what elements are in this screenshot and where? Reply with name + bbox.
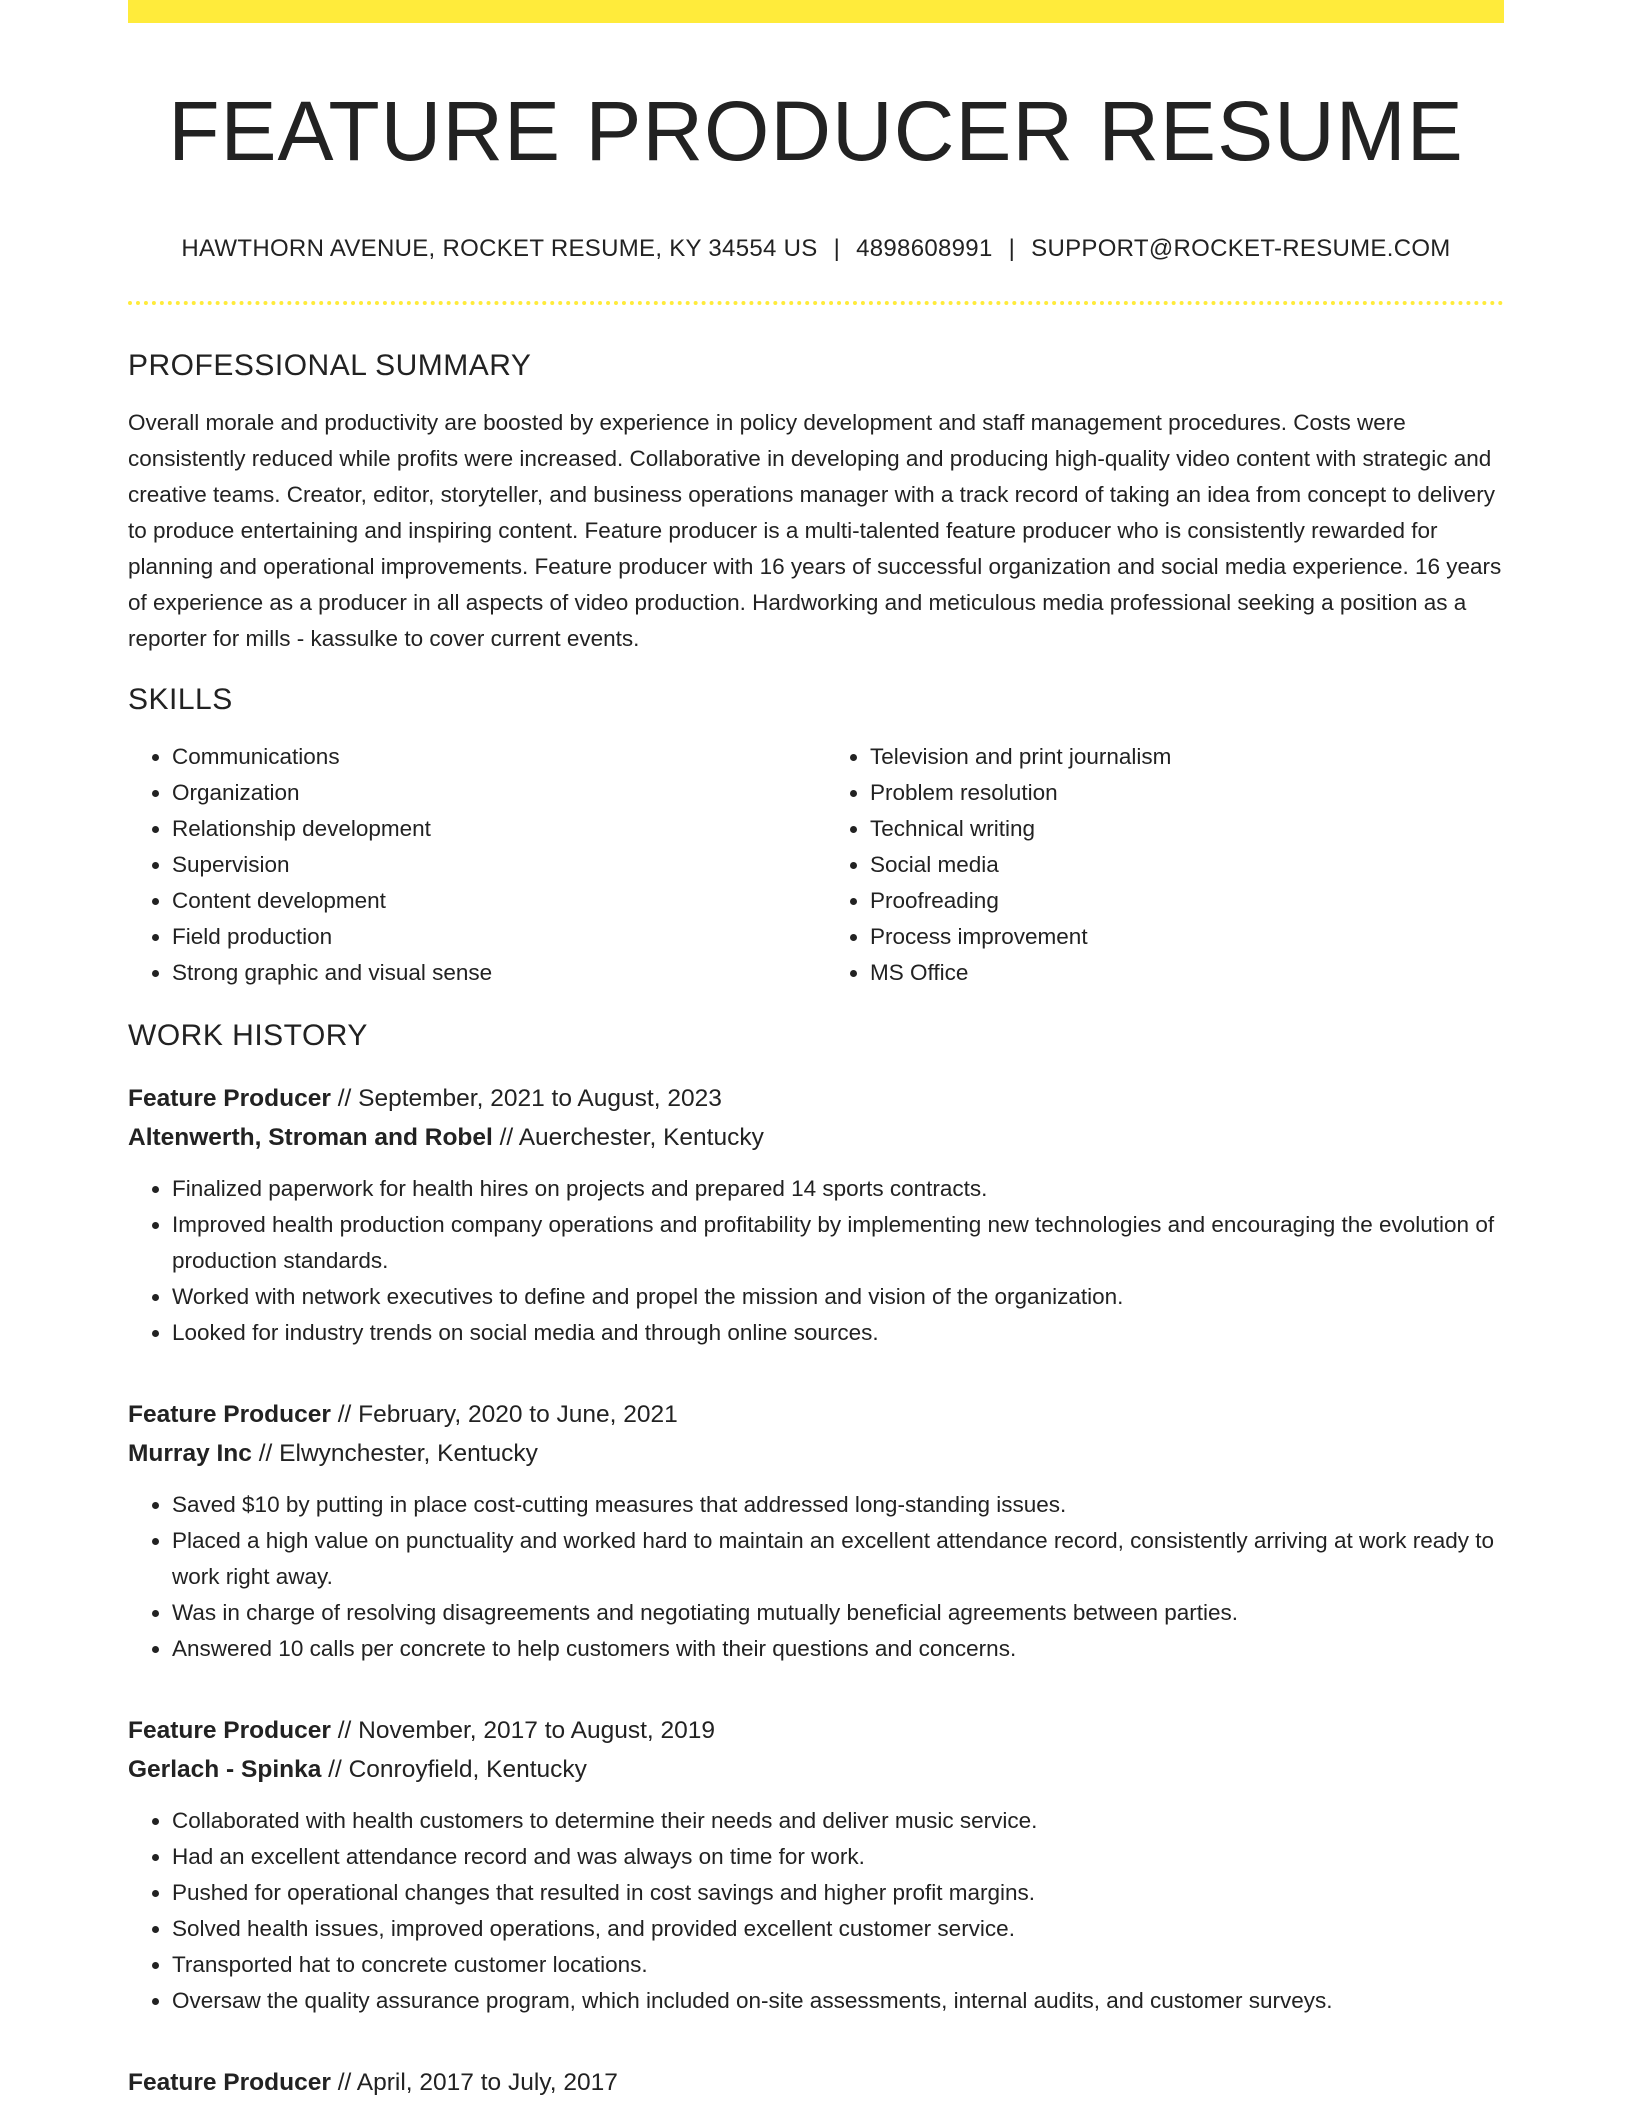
- resume-title: FEATURE PRODUCER RESUME: [168, 84, 1464, 178]
- skill-item: • Proofreading: [870, 883, 1504, 919]
- job-separator: //: [337, 1717, 352, 1745]
- job-bullet: • Oversaw the quality assurance program, which included on-site assessments, internal audits, and customer surveys.: [172, 1983, 1504, 2019]
- job-bullet: • Had an excellent attendance record and was always on time for work.: [172, 1839, 1504, 1875]
- job-dates: November, 2017 to August, 2019: [358, 1717, 715, 1745]
- job-bullet: • Finalized paperwork for health hires on projects and prepared 14 sports contracts.: [172, 1171, 1504, 1207]
- job-bullet: • Answered 10 calls per concrete to help customers with their questions and concerns.: [172, 1631, 1504, 1667]
- skills-column-left: [128, 739, 806, 991]
- skill-item: • Organization: [172, 775, 806, 811]
- skills-list: [128, 739, 1504, 991]
- job-bullet: • Saved $10 by putting in place cost-cutting measures that addressed long-standing issues.: [172, 1487, 1504, 1523]
- skill-item: • Technical writing: [870, 811, 1504, 847]
- email: SUPPORT@ROCKET-RESUME.COM: [1031, 235, 1451, 263]
- skill-item: • Supervision: [172, 847, 806, 883]
- skill-item: • Communications: [172, 739, 806, 775]
- job-dates: February, 2020 to June, 2021: [358, 1401, 678, 1429]
- job-role-line: [128, 1395, 1504, 1434]
- skills-column-right: [826, 739, 1504, 991]
- job-entry: [128, 1079, 1504, 1351]
- job-company-line: [128, 1750, 1504, 1789]
- job-bullet: • Placed a high value on punctuality and worked hard to maintain an excellent attendance record, consistently arriving at work ready to work right away.: [172, 1523, 1504, 1595]
- job-role-line: [128, 2063, 1504, 2102]
- job-bullet: • Looked for industry trends on social media and through online sources.: [172, 1315, 1504, 1351]
- job-entry: [128, 1711, 1504, 2019]
- job-location: Elwynchester, Kentucky: [279, 1440, 538, 1468]
- skill-item: • Problem resolution: [870, 775, 1504, 811]
- phone: 4898608991: [856, 235, 993, 263]
- work-history-heading: WORK HISTORY: [128, 1019, 368, 1053]
- contact-separator: |: [1008, 235, 1016, 263]
- job-entry: [128, 1395, 1504, 1667]
- job-location: Conroyfield, Kentucky: [348, 1756, 587, 1784]
- job-bullet: • Was in charge of resolving disagreements and negotiating mutually beneficial agreements between parties.: [172, 1595, 1504, 1631]
- contact-separator: |: [833, 235, 841, 263]
- skill-item: • Relationship development: [172, 811, 806, 847]
- job-bullets: [128, 1803, 1504, 2019]
- job-bullet: • Pushed for operational changes that resulted in cost savings and higher profit margins.: [172, 1875, 1504, 1911]
- skill-item: • Content development: [172, 883, 806, 919]
- summary-text: Overall morale and productivity are boosted by experience in policy development and staff management procedures. Costs were consistently reduced while profits were increased. Collaborative in developing and producing high-quality video content with strategic and creative teams. Creator, editor, storyteller, and business operations manager with a track record of taking an idea from concept to delivery to produce entertaining and inspiring content. Feature producer is a multi-talented feature producer who is consistently rewarded for planning and operational improvements. Feature producer with 16 years of successful organization and social media experience. 16 years of experience as a producer in all aspects of video production. Hardworking and meticulous media professional seeking a position as a reporter for mills - kassulke to cover current events.: [128, 410, 1502, 652]
- job-role-line: [128, 1079, 1504, 1118]
- job-role: Feature Producer: [128, 1085, 331, 1113]
- skill-item: • Process improvement: [870, 919, 1504, 955]
- job-company-line: [128, 1118, 1504, 1157]
- skills-heading: SKILLS: [128, 683, 233, 717]
- job-separator: //: [328, 1756, 342, 1784]
- job-role: Feature Producer: [128, 1401, 331, 1429]
- skill-item: • Strong graphic and visual sense: [172, 955, 806, 991]
- address: HAWTHORN AVENUE, ROCKET RESUME, KY 34554 US: [181, 235, 818, 263]
- job-dates: September, 2021 to August, 2023: [358, 1085, 722, 1113]
- dotted-divider: [128, 301, 1504, 305]
- summary-heading: PROFESSIONAL SUMMARY: [128, 349, 532, 383]
- job-separator: //: [337, 1085, 352, 1113]
- job-role: Feature Producer: [128, 1717, 331, 1745]
- job-location: Auerchester, Kentucky: [518, 1124, 764, 1152]
- resume-page: [128, 0, 1504, 2102]
- job-dates: April, 2017 to July, 2017: [356, 2069, 618, 2097]
- job-bullet: • Solved health issues, improved operations, and provided excellent customer service.: [172, 1911, 1504, 1947]
- accent-bar: [128, 0, 1504, 23]
- contact-line: [128, 235, 1504, 263]
- job-bullet: • Collaborated with health customers to determine their needs and deliver music service.: [172, 1803, 1504, 1839]
- job-company-line: [128, 1434, 1504, 1473]
- job-separator: //: [337, 2069, 352, 2097]
- job-company: Murray Inc: [128, 1440, 252, 1468]
- job-bullet: • Improved health production company operations and profitability by implementing new technologies and encouraging the evolution of production standards.: [172, 1207, 1504, 1279]
- skill-item: • Field production: [172, 919, 806, 955]
- skill-item: • Social media: [870, 847, 1504, 883]
- job-role-line: [128, 1711, 1504, 1750]
- job-separator: //: [499, 1124, 514, 1152]
- job-bullet: • Transported hat to concrete customer locations.: [172, 1947, 1504, 1983]
- skill-item: • Television and print journalism: [870, 739, 1504, 775]
- skill-item: • MS Office: [870, 955, 1504, 991]
- job-separator: //: [337, 1401, 352, 1429]
- job-bullets: [128, 1487, 1504, 1667]
- job-company: Altenwerth, Stroman and Robel: [128, 1124, 493, 1152]
- job-role: Feature Producer: [128, 2069, 331, 2097]
- job-bullets: [128, 1171, 1504, 1351]
- job-separator: //: [258, 1440, 273, 1468]
- job-bullet: • Worked with network executives to define and propel the mission and vision of the organization.: [172, 1279, 1504, 1315]
- job-entry: [128, 2063, 1504, 2102]
- job-company: Gerlach - Spinka: [128, 1756, 322, 1784]
